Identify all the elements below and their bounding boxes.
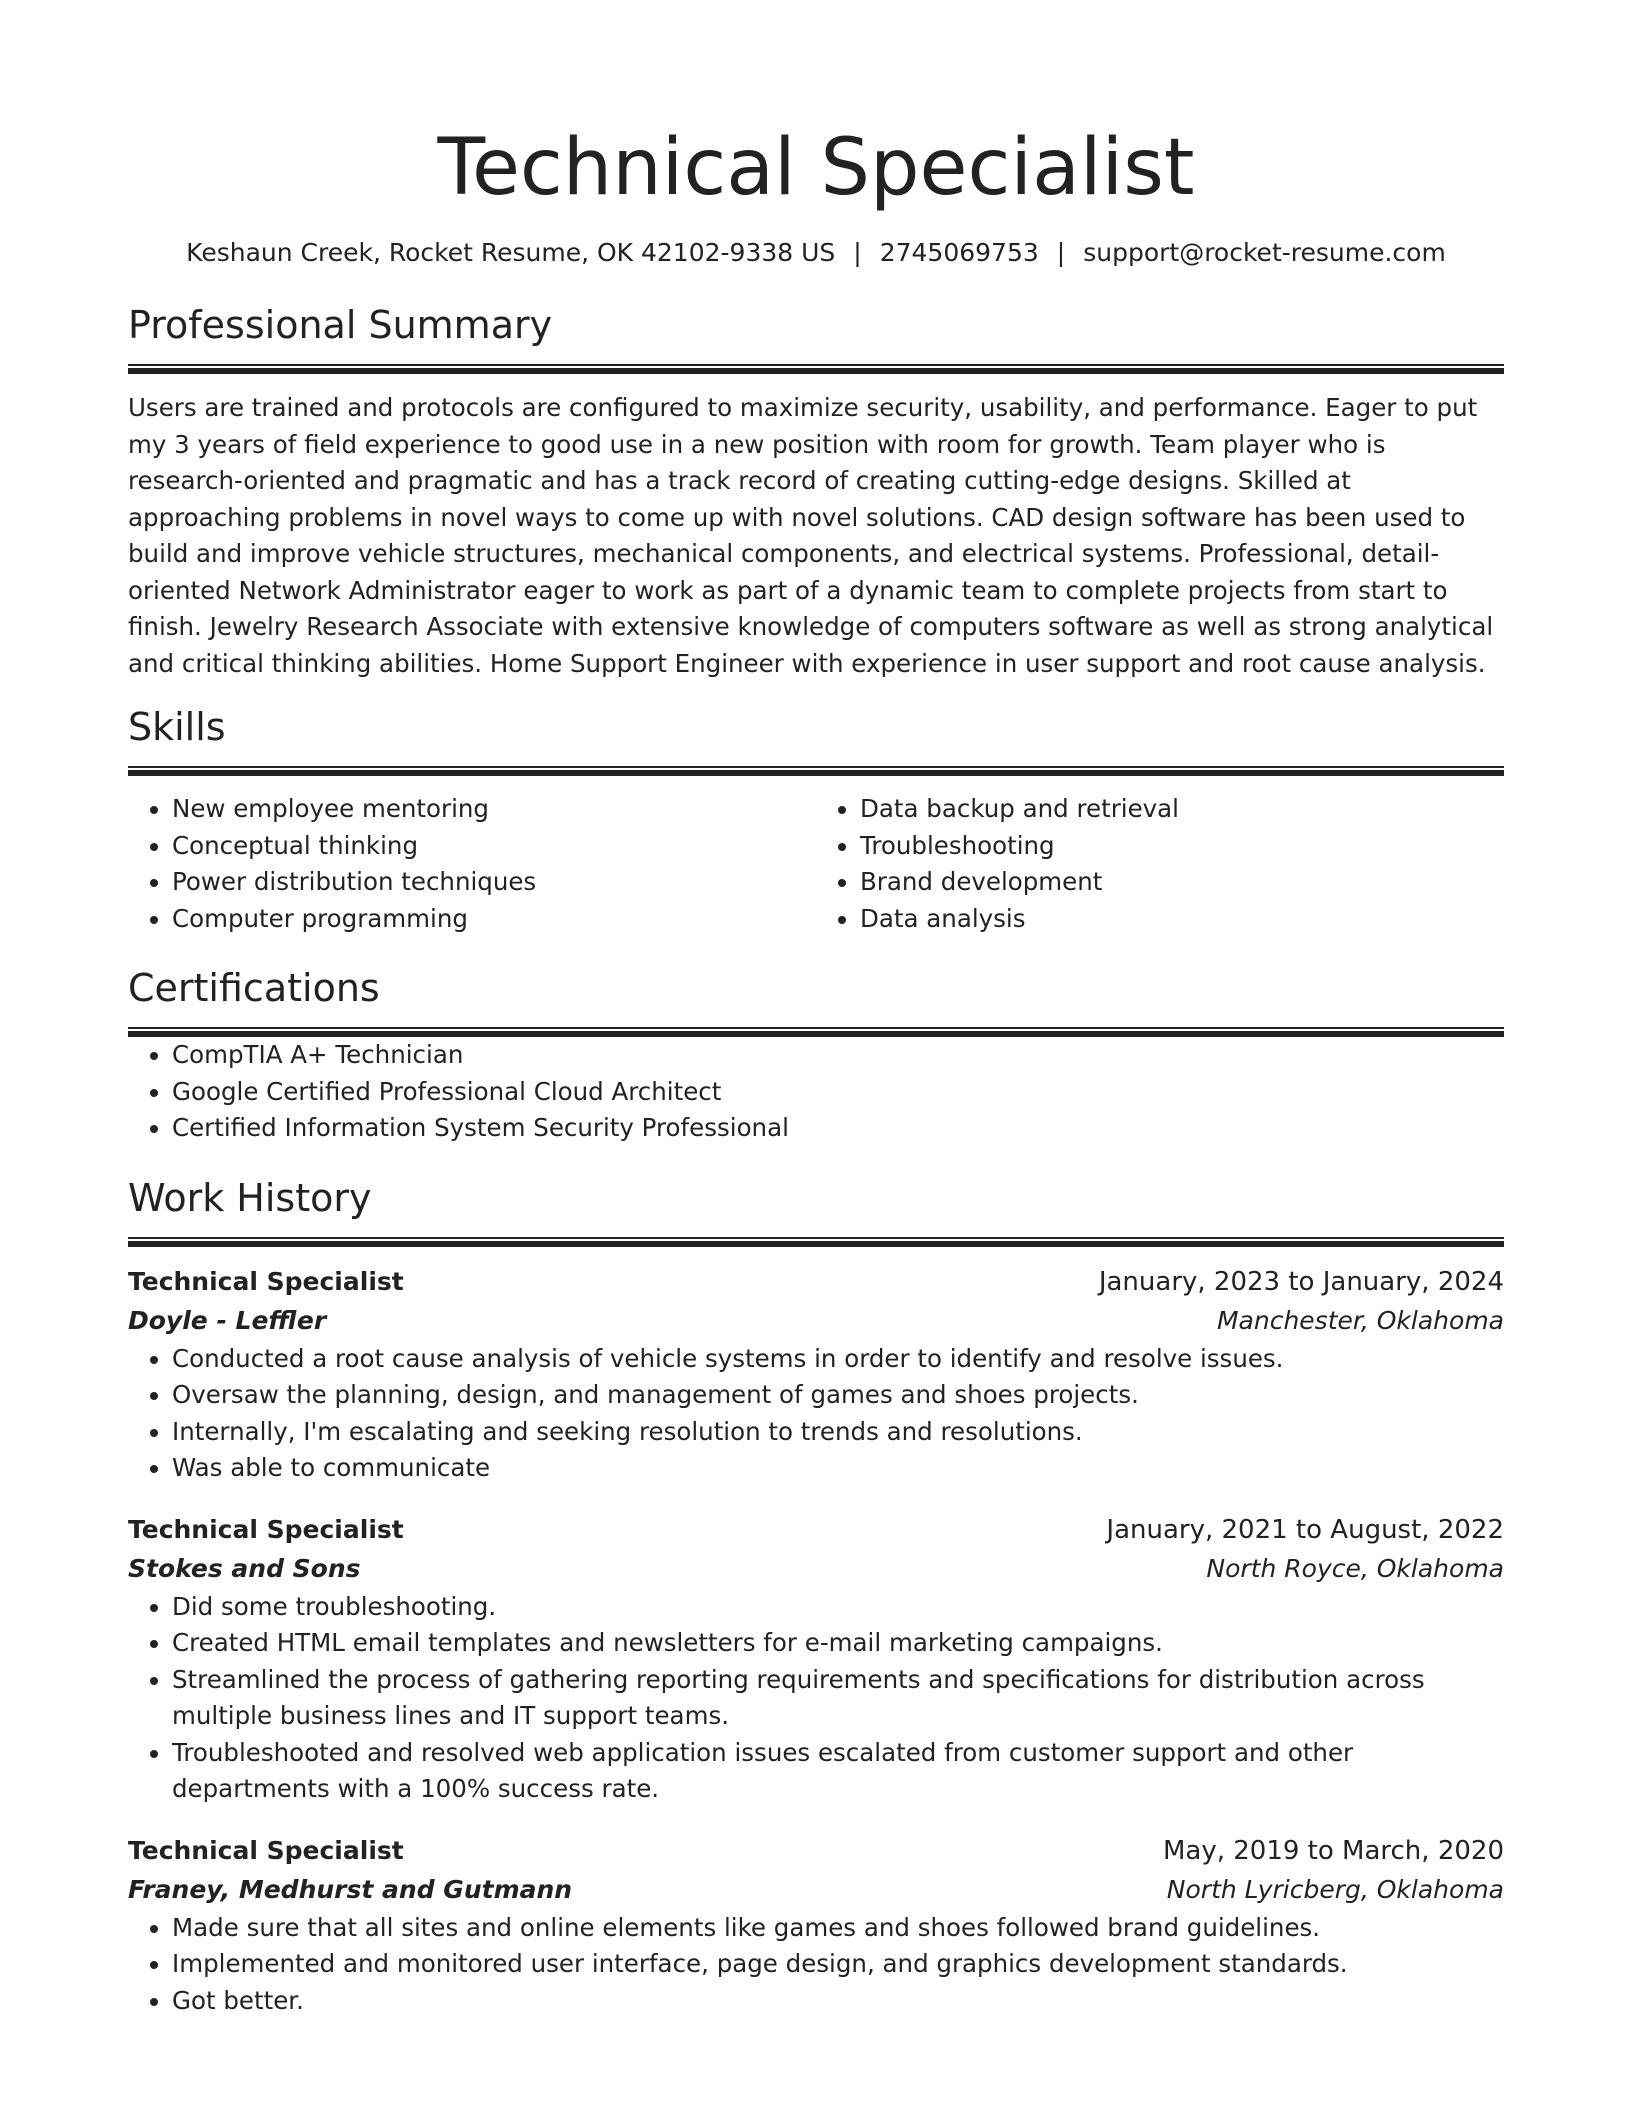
job-bullet: • Implemented and monitored user interface, page design, and graphics development standards. bbox=[172, 1946, 1504, 1983]
job-bullet: • Conducted a root cause analysis of vehicle systems in order to identify and resolve issues. bbox=[172, 1341, 1504, 1378]
job-title: Technical Specialist bbox=[128, 1514, 404, 1544]
contact-address: Keshaun Creek, Rocket Resume, OK 42102-9338 US bbox=[186, 238, 836, 267]
job-header-row bbox=[128, 1263, 1504, 1301]
section-divider bbox=[128, 1237, 1504, 1247]
job-bullet: • Did some troubleshooting. bbox=[172, 1589, 1504, 1626]
work-history-heading: Work History bbox=[128, 1175, 372, 1220]
job-title: Technical Specialist bbox=[128, 1266, 404, 1296]
skill-item: • New employee mentoring bbox=[172, 791, 816, 828]
job-header-row bbox=[128, 1832, 1504, 1870]
skill-item: • Data analysis bbox=[860, 901, 1504, 938]
job-bullet: • Troubleshooted and resolved web application issues escalated from customer support and other departments with a 100% success rate. bbox=[172, 1735, 1504, 1808]
job-dates: January, 2023 to January, 2024 bbox=[1098, 1266, 1504, 1297]
job-title: Technical Specialist bbox=[128, 1835, 404, 1865]
job-company: Stokes and Sons bbox=[128, 1553, 361, 1583]
job-location: Manchester, Oklahoma bbox=[1216, 1305, 1504, 1335]
section-divider bbox=[128, 1027, 1504, 1037]
certifications-section bbox=[128, 963, 1504, 1147]
skill-item: • Troubleshooting bbox=[860, 828, 1504, 865]
skills-column-left bbox=[128, 791, 816, 937]
job-company-row bbox=[128, 1301, 1504, 1341]
job-company: Doyle - Leffler bbox=[128, 1305, 327, 1335]
work-history-section bbox=[128, 1173, 1504, 2020]
skills-list-right bbox=[816, 791, 1504, 937]
certification-item: • Certified Information System Security Professional bbox=[172, 1110, 1504, 1147]
job-entry bbox=[128, 1832, 1504, 2020]
job-bullet: • Was able to communicate bbox=[172, 1450, 1504, 1487]
job-bullet: • Oversaw the planning, design, and management of games and shoes projects. bbox=[172, 1377, 1504, 1414]
skills-heading: Skills bbox=[128, 705, 226, 749]
summary-text: Users are trained and protocols are configured to maximize security, usability, and performance. Eager to put my 3 years of field experience to good use in a new position with room for growth. Team player who is research-oriented and pragmatic and has a track record of creating cutting-edge designs. Skilled at approaching problems in novel ways to come up with novel solutions. CAD design software has been used to build and improve vehicle structures, mechanical components, and electrical systems. Professional, detail-oriented Network Administrator eager to work as part of a dynamic team to complete projects from start to finish. Jewelry Research Associate with extensive knowledge of computers software as well as strong analytical and critical thinking abilities. Home Support Engineer with experience in user support and root cause analysis. bbox=[128, 393, 1494, 678]
contact-separator: | bbox=[853, 238, 862, 267]
job-bullet: • Streamlined the process of gathering reporting requirements and specifications for distribution across multiple business lines and IT support teams. bbox=[172, 1662, 1504, 1735]
job-entry bbox=[128, 1263, 1504, 1487]
contact-email: support@rocket-resume.com bbox=[1083, 238, 1446, 267]
skill-item: • Conceptual thinking bbox=[172, 828, 816, 865]
job-dates: January, 2021 to August, 2022 bbox=[1106, 1514, 1504, 1545]
resume-title: Technical Specialist bbox=[437, 123, 1195, 213]
skills-section bbox=[128, 702, 1504, 937]
certification-item: • CompTIA A+ Technician bbox=[172, 1037, 1504, 1074]
job-company: Franey, Medhurst and Gutmann bbox=[128, 1874, 573, 1904]
skills-column-right bbox=[816, 791, 1504, 937]
job-dates: May, 2019 to March, 2020 bbox=[1162, 1835, 1504, 1866]
job-entry bbox=[128, 1511, 1504, 1808]
section-divider bbox=[128, 766, 1504, 776]
certifications-heading: Certifications bbox=[128, 966, 380, 1010]
job-bullet: • Created HTML email templates and newsletters for e-mail marketing campaigns. bbox=[172, 1625, 1504, 1662]
job-bullets bbox=[128, 1910, 1504, 2020]
job-bullet: • Got better. bbox=[172, 1983, 1504, 2020]
job-bullets bbox=[128, 1589, 1504, 1808]
job-location: North Royce, Oklahoma bbox=[1206, 1553, 1504, 1583]
summary-heading: Professional Summary bbox=[128, 303, 553, 347]
job-bullet: • Made sure that all sites and online elements like games and shoes followed brand guidelines. bbox=[172, 1910, 1504, 1947]
certification-item: • Google Certified Professional Cloud Architect bbox=[172, 1074, 1504, 1111]
job-location: North Lyricberg, Oklahoma bbox=[1166, 1874, 1504, 1904]
job-bullet: • Internally, I'm escalating and seeking resolution to trends and resolutions. bbox=[172, 1414, 1504, 1451]
skill-item: • Computer programming bbox=[172, 901, 816, 938]
section-divider bbox=[128, 364, 1504, 374]
contact-separator: | bbox=[1056, 238, 1066, 267]
job-bullets bbox=[128, 1341, 1504, 1487]
skills-grid bbox=[128, 791, 1504, 937]
job-company-row bbox=[128, 1549, 1504, 1589]
skill-item: • Power distribution techniques bbox=[172, 864, 816, 901]
skill-item: • Data backup and retrieval bbox=[860, 791, 1504, 828]
skill-item: • Brand development bbox=[860, 864, 1504, 901]
skills-list-left bbox=[128, 791, 816, 937]
summary-section bbox=[128, 300, 1504, 682]
job-header-row bbox=[128, 1511, 1504, 1549]
job-company-row bbox=[128, 1870, 1504, 1910]
contact-phone: 2745069753 bbox=[879, 238, 1039, 267]
contact-line bbox=[128, 236, 1504, 270]
certifications-list bbox=[128, 1037, 1504, 1147]
